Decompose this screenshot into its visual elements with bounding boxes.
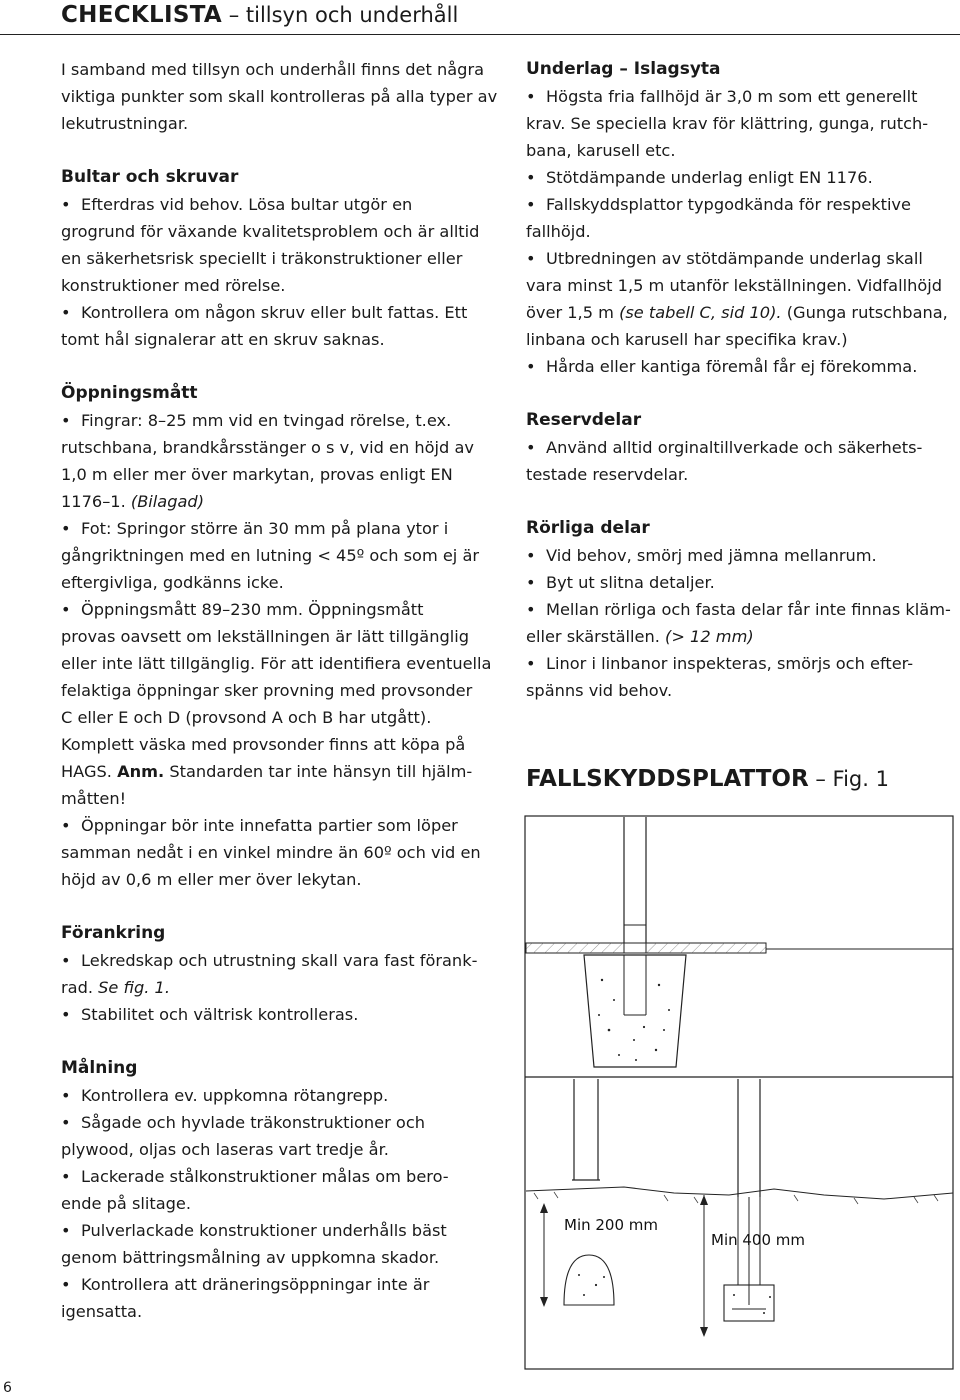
bullet-line: • Fot: Springor större än 30 mm på plana ytor i [61, 515, 499, 542]
figure-heading-light: – Fig. 1 [808, 767, 889, 791]
text-line: genom bättringsmålning av uppkomna skador. [61, 1248, 440, 1267]
figure-illustration [524, 815, 954, 1370]
text-line: eller inte lätt tillgänglig. För att identifiera eventuella [61, 654, 492, 673]
text-line: gångriktningen med en lutning < 45º och som ej är [61, 546, 480, 565]
text-line: tomt hål signalerar att en skruv saknas. [61, 330, 385, 349]
bullet-line: • Linor i linbanor inspekteras, smörjs och efter- [526, 650, 956, 677]
text-line: höjd av 0,6 m eller mer över lekytan. [61, 870, 362, 889]
label-min-200: Min 200 mm [564, 1216, 659, 1234]
italic-note: (> 12 mm) [665, 627, 754, 646]
text-line: linbana och karusell har specifika krav.) [526, 330, 848, 349]
figure-heading [526, 766, 889, 792]
heading-reservdelar: Reservdelar [526, 410, 642, 430]
text-line: 1,0 m eller mer över markytan, provas enligt EN [61, 465, 453, 484]
bullet-line: • Vid behov, smörj med jämna mellanrum. [526, 542, 956, 569]
heading-malning: Målning [61, 1058, 138, 1078]
italic-note: (Bilagad) [130, 492, 205, 511]
title-bold: CHECKLISTA [61, 2, 223, 28]
bullet-line: • Sågade och hyvlade träkonstruktioner och [61, 1109, 499, 1136]
heading-oppningsmatt: Öppningsmått [61, 383, 198, 403]
text-span: 1176–1. [61, 492, 126, 511]
text-line: konstruktioner med rörelse. [61, 276, 286, 295]
text-line: plywood, oljas och laseras vart tredje år. [61, 1140, 389, 1159]
text-line: C eller E och D (provsond A och B har utgått). [61, 708, 432, 727]
text-span: (Gunga rutschbana, [786, 303, 948, 322]
bullet-line: • Fingrar: 8–25 mm vid en tvingad rörelse, t.ex. [61, 407, 499, 434]
bullet-line: • Högsta fria fallhöjd är 3,0 m som ett generellt [526, 83, 956, 110]
bullet-line: • Kontrollera ev. uppkomna rötangrepp. [61, 1082, 499, 1109]
bold-note: Anm. [117, 762, 165, 781]
text-line: rutschbana, brandkårsstänger o s v, vid en höjd av [61, 438, 474, 457]
text-line: krav. Se speciella krav för klättring, gunga, rutch- [526, 114, 929, 133]
text-line: ende på slitage. [61, 1194, 192, 1213]
bullet-line: • Kontrollera att dräneringsöppningar inte är [61, 1271, 499, 1298]
text-span: eller skärställen. [526, 627, 660, 646]
text-line [526, 623, 956, 650]
text-line: samman nedåt i en vinkel mindre än 60º och vid en [61, 843, 481, 862]
bullet-line: • Mellan rörliga och fasta delar får inte finnas kläm- [526, 596, 956, 623]
intro-line: viktiga punkter som skall kontrolleras på alla typer av [61, 87, 498, 106]
right-column [526, 56, 956, 704]
text-line: en säkerhetsrisk speciellt i träkonstruktioner eller [61, 249, 463, 268]
intro-line: I samband med tillsyn och underhåll finns det några [61, 60, 485, 79]
text-line: grogrund för växande kvalitetsproblem och är alltid [61, 222, 480, 241]
bullet-line: • Pulverlackade konstruktioner underhålls bäst [61, 1217, 499, 1244]
bullet-line: • Fallskyddsplattor typgodkända för respektive [526, 191, 956, 218]
intro-line: lekutrustningar. [61, 114, 189, 133]
text-line [526, 299, 956, 326]
text-line: bana, karusell etc. [526, 141, 676, 160]
text-line: måtten! [61, 789, 127, 808]
heading-bultar: Bultar och skruvar [61, 167, 239, 187]
title-rule [0, 34, 960, 35]
left-column [61, 56, 499, 1325]
text-span: HAGS. [61, 762, 112, 781]
text-line: Komplett väska med provsonder finns att köpa på [61, 735, 466, 754]
text-span: över 1,5 m [526, 303, 614, 322]
text-line: eftergivliga, godkänns icke. [61, 573, 284, 592]
text-line: fallhöjd. [526, 222, 591, 241]
bullet-line: • Lekredskap och utrustning skall vara fast förank- [61, 947, 499, 974]
heading-rorliga-delar: Rörliga delar [526, 518, 650, 538]
italic-note: Se fig. 1. [98, 978, 171, 997]
text-line: testade reservdelar. [526, 465, 689, 484]
heading-underlag: Underlag – Islagsyta [526, 59, 721, 79]
text-span: Standarden tar inte hänsyn till hjälm- [169, 762, 473, 781]
heading-forankring: Förankring [61, 923, 166, 943]
bullet-line: • Öppningar bör inte innefatta partier som löper [61, 812, 499, 839]
title-subtitle: – tillsyn och underhåll [222, 3, 459, 27]
page-number: 6 [3, 1380, 12, 1396]
bullet-line: • Stötdämpande underlag enligt EN 1176. [526, 164, 956, 191]
text-line: vara minst 1,5 m utanför lekställningen. Vidfallhöjd [526, 276, 943, 295]
bullet-line: • Utbredningen av stötdämpande underlag skall [526, 245, 956, 272]
bullet-line: • Lackerade stålkonstruktioner målas om bero- [61, 1163, 499, 1190]
text-span: rad. [61, 978, 93, 997]
bullet-line: • Efterdras vid behov. Lösa bultar utgör en [61, 191, 499, 218]
text-line: igensatta. [61, 1302, 143, 1321]
text-line: spänns vid behov. [526, 681, 673, 700]
bullet-line: • Byt ut slitna detaljer. [526, 569, 956, 596]
figure-fallskyddsplattor [524, 815, 954, 1370]
bottom-panel [526, 1079, 953, 1337]
text-line [61, 488, 499, 515]
figure-heading-bold: FALLSKYDDSPLATTOR [526, 766, 809, 792]
top-panel-post [526, 817, 953, 1067]
text-line [61, 758, 499, 785]
bullet-line: • Öppningsmått 89–230 mm. Öppningsmått [61, 596, 499, 623]
text-line: felaktiga öppningar sker provning med provsonder [61, 681, 473, 700]
page-title [61, 2, 458, 28]
bullet-line: • Stabilitet och vältrisk kontrolleras. [61, 1001, 499, 1028]
text-line: provas oavsett om lekställningen är lätt tillgänglig [61, 627, 470, 646]
bullet-line: • Kontrollera om någon skruv eller bult fattas. Ett [61, 299, 499, 326]
italic-note: (se tabell C, sid 10). [619, 303, 782, 322]
bullet-line: • Hårda eller kantiga föremål får ej förekomma. [526, 353, 956, 380]
bullet-line: • Använd alltid orginaltillverkade och säkerhets- [526, 434, 956, 461]
label-min-400: Min 400 mm [711, 1231, 806, 1249]
text-line [61, 974, 499, 1001]
